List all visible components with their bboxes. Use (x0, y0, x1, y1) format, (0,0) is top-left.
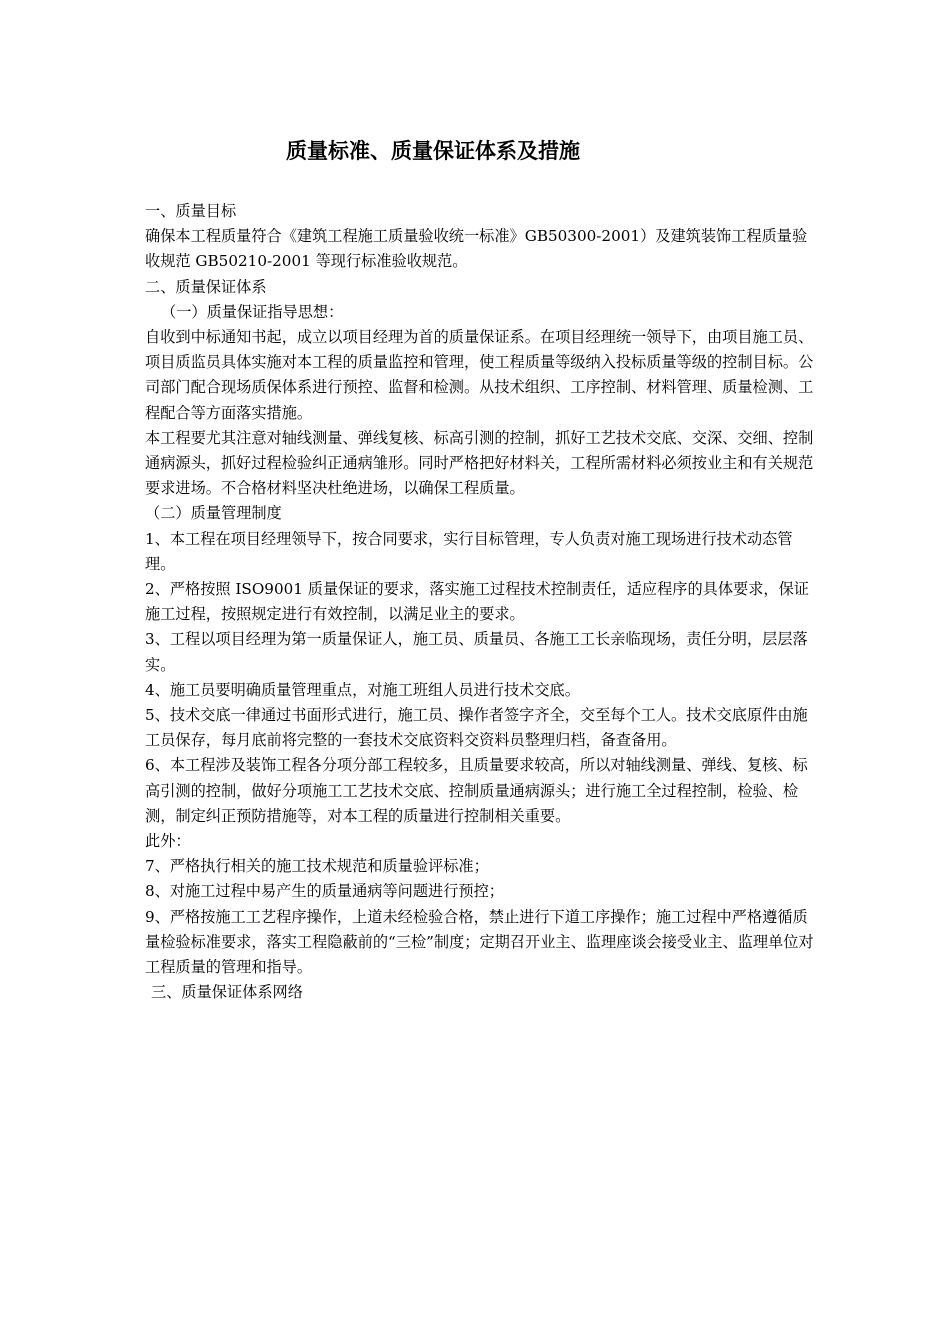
list-item-4: 4、施工员要明确质量管理重点，对施工班组人员进行技术交底。 (145, 680, 580, 699)
subsection-heading-management-rules: （二）质量管理制度 (145, 504, 282, 523)
list-item-7: 7、严格执行相关的施工技术规范和质量验评标准； (145, 857, 489, 876)
list-item-2: 2、严格按照 ISO9001 质量保证的要求，落实施工过程技术控制责任，适应程序的具体要求，保证施工过程，按照规定进行有效控制，以满足业主的要求。 (145, 580, 809, 624)
paragraph-attention: 本工程要尤其注意对轴线测量、弹线复核、标高引测的控制，抓好工艺技术交底、交深、交细、控制通病源头，抓好过程检验纠正通病雏形。同时严格把好材料关，工程所需材料必须按业主和有关规范要求进场。不合格材料坚决杜绝进场，以确保工程质量。 (145, 428, 814, 498)
list-item-5: 5、技术交底一律通过书面形式进行，施工员、操作者签字齐全，交至每个工人。技术交底原件由施工员保存，每月底前将完整的一套技术交底资料交资料员整理归档，备查备用。 (145, 706, 808, 750)
document-body (145, 199, 817, 1006)
subsection-heading-guiding-idea: （一）质量保证指导思想： (161, 302, 344, 321)
list-item-9: 9、严格按施工工艺程序操作，上道未经检验合格，禁止进行下道工序操作；施工过程中严格遵循质量检验标准要求，落实工程隐蔽前的“三检”制度；定期召开业主、监理座谈会接受业主、监理单位对工程质量的管理和指导。 (145, 907, 814, 977)
paragraph-quality-goal: 确保本工程质量符合《建筑工程施工质量验收统一标准》GB50300-2001）及建筑装饰工程质量验收规范 GB50210-2001 等现行标准验收规范。 (145, 227, 808, 271)
list-item-3: 3、工程以项目经理为第一质量保证人，施工员、质量员、各施工工长亲临现场，责任分明，层层落实。 (145, 630, 808, 674)
document-title: 质量标准、质量保证体系及措施 (286, 138, 580, 163)
section-heading-quality-system: 二、质量保证体系 (145, 277, 267, 296)
section-heading-quality-goal: 一、质量目标 (145, 202, 237, 220)
section-heading-quality-network: 三、质量保证体系网络 (151, 983, 303, 1002)
list-item-8: 8、对施工过程中易产生的质量通病等问题进行预控； (145, 882, 504, 901)
paragraph-besides: 此外： (145, 832, 191, 851)
paragraph-guiding-idea: 自收到中标通知书起，成立以项目经理为首的质量保证系。在项目经理统一领导下，由项目施工员、项目质监员具体实施对本工程的质量监控和管理，使工程质量等级纳入投标质量等级的控制目标。公司部门配合现场质保体系进行预控、监督和检测。从技术组织、工序控制、材料管理、质量检测、工程配合等方面落实措施。 (145, 328, 814, 422)
list-item-1: 1、本工程在项目经理领导下，按合同要求，实行目标管理，专人负责对施工现场进行技术动态管理。 (145, 529, 793, 573)
list-item-6: 6、本工程涉及装饰工程各分项分部工程较多，且质量要求较高，所以对轴线测量、弹线、复核、标高引测的控制，做好分项施工工艺技术交底、控制质量通病源头；进行施工全过程控制，检验、检测，制定纠正预防措施等，对本工程的质量进行控制相关重要。 (145, 756, 808, 825)
